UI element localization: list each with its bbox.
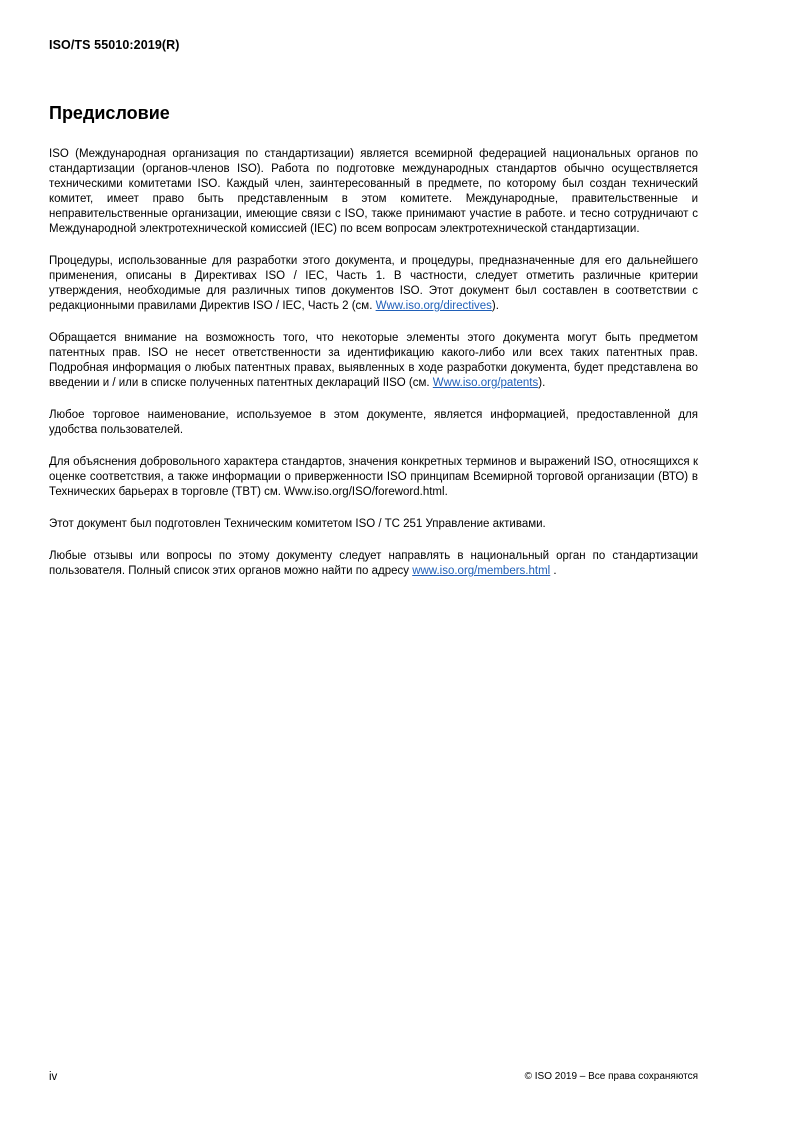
document-id: ISO/TS 55010:2019(R) xyxy=(49,38,180,52)
foreword-body xyxy=(49,147,698,596)
directives-link[interactable]: Www.iso.org/directives xyxy=(375,300,492,312)
patents-link[interactable]: Www.iso.org/patents xyxy=(432,377,539,389)
paragraph-feedback-end: . xyxy=(550,565,557,577)
page-number: iv xyxy=(49,1071,58,1083)
paragraph-feedback-text: Любые отзывы или вопросы по этому документу следует направлять в национальный орган по стандартизации пользователя. Полный список этих органов можно найти по адресу xyxy=(49,550,698,577)
paragraph-feedback xyxy=(49,549,698,579)
page-title: Предисловие xyxy=(49,103,170,123)
paragraph-committee: Этот документ был подготовлен Техническим комитетом ISO / TC 251 Управление активами. xyxy=(49,518,546,530)
paragraph-iso-intro: ISO (Международная организация по стандартизации) является всемирной федерацией национальных органов по стандартизации (органов-членов ISO). Работа по подготовке международных стандартов обычно осуществляется техническими комитетами ISO. Каждый член, заинтересованный в предмете, по которому был создан технический комитет, имеет право быть представленным в этом комитете. Международные, правительственные и неправительственные организации, имеющие связи с ISO, также принимают участие в работе. и тесно сотрудничают с Международной электротехнической комиссией (IEC) по всем вопросам электротехнической стандартизации. xyxy=(49,148,698,235)
copyright-notice: © ISO 2019 – Все права сохраняются xyxy=(524,1071,698,1082)
paragraph-voluntary-nature: Для объяснения добровольного характера стандартов, значения конкретных терминов и выражений ISO, относящихся к оценке соответствия, а также информации о приверженности ISO принципам Всемирной торговой организации (ВТО) в Технических барьерах в торговле (TBT) см. Www.iso.org/ISO/foreword.html. xyxy=(49,456,698,498)
paragraph-procedures-text: Процедуры, использованные для разработки этого документа, и процедуры, предназначенные для его дальнейшего применения, описаны в Директивах ISO / IEC, Часть 1. В частности, следует отметить различные критерии утверждения, необходимые для различных типов документов ISO. Этот документ был составлен в соответствии с редакционными правилами Директив ISO / IEC, Часть 2 (см. xyxy=(49,255,698,312)
paragraph-patents-text: Обращается внимание на возможность того, что некоторые элементы этого документа могут быть предметом патентных прав. ISO не несет ответственности за идентификацию какого-либо или всех таких патентных прав. Подробная информация о любых патентных правах, выявленных в ходе разработки документа, будет представлена во введении и / или в списке полученных патентных деклараций IISO (см. xyxy=(49,332,698,389)
paragraph-trade-name: Любое торговое наименование, используемое в этом документе, является информацией, предоставленной для удобства пользователей. xyxy=(49,409,698,436)
paragraph-procedures xyxy=(49,254,698,314)
members-link[interactable]: www.iso.org/members.html xyxy=(412,565,551,577)
paragraph-procedures-end: ). xyxy=(491,300,499,312)
paragraph-patents-end: ). xyxy=(538,377,546,389)
paragraph-patents xyxy=(49,331,698,391)
